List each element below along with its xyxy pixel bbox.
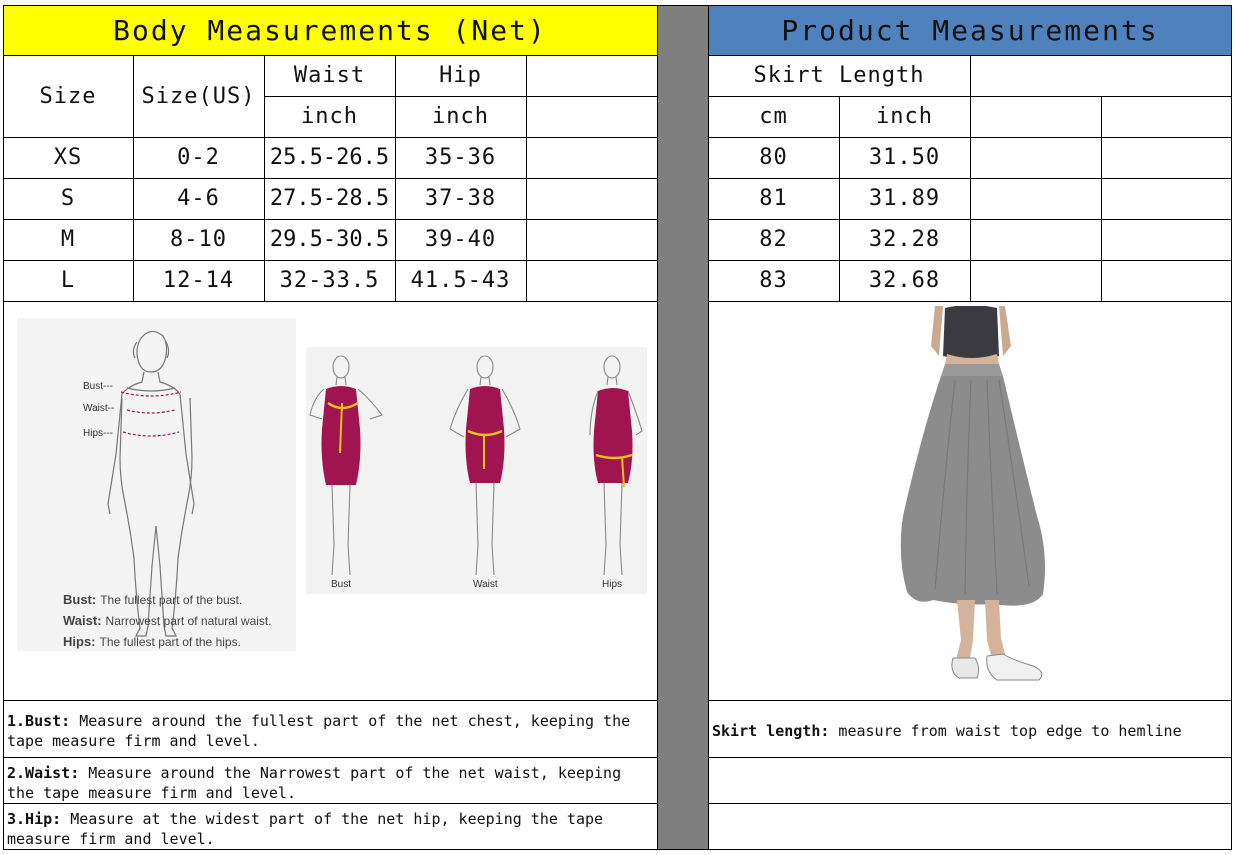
product-row-s-cm: 81 bbox=[759, 186, 788, 211]
row-l-size: L bbox=[60, 268, 76, 293]
balloon-skirt bbox=[901, 376, 1045, 606]
product-row-m-inch: 32.28 bbox=[868, 227, 941, 252]
product-row-m-cm: 82 bbox=[759, 227, 788, 252]
product-row-xs-cm: 80 bbox=[759, 145, 788, 170]
crop-top bbox=[943, 306, 999, 360]
row-xs-us: 0-2 bbox=[177, 145, 220, 170]
row-xs-waist: 25.5-26.5 bbox=[269, 145, 390, 170]
separator-column bbox=[658, 5, 708, 850]
row-l-waist: 32-33.5 bbox=[279, 268, 380, 293]
header-skirt-length: Skirt Length bbox=[753, 63, 925, 88]
note-hip: 3.Hip: Measure at the widest part of the net hip, keeping the tape measure firm and level. bbox=[7, 810, 604, 848]
row-m-waist: 29.5-30.5 bbox=[269, 227, 390, 252]
note-waist: 2.Waist: Measure around the Narrowest part of the net waist, keeping the tape measure firm and level. bbox=[7, 764, 622, 802]
row-xs-hip: 35-36 bbox=[424, 145, 497, 170]
product-measurements-title: Product Measurements bbox=[781, 13, 1159, 47]
header-size-us: Size(US) bbox=[141, 83, 256, 109]
legend-waist: Waist: Narrowest part of natural waist. bbox=[63, 613, 272, 628]
row-m-us: 8-10 bbox=[170, 227, 227, 252]
header-size: Size bbox=[39, 83, 97, 109]
product-row-l-inch: 32.68 bbox=[868, 268, 941, 293]
row-l-us: 12-14 bbox=[162, 268, 235, 293]
row-m-hip: 39-40 bbox=[424, 227, 497, 252]
row-xs-size: XS bbox=[53, 145, 83, 170]
unit-waist-inch: inch bbox=[301, 104, 358, 129]
product-row-s-inch: 31.89 bbox=[868, 186, 941, 211]
caption-bust: Bust bbox=[331, 579, 352, 590]
row-l-hip: 41.5-43 bbox=[410, 268, 511, 293]
row-s-us: 4-6 bbox=[177, 186, 220, 211]
row-s-size: S bbox=[60, 186, 76, 211]
unit-cm: cm bbox=[759, 104, 788, 129]
dress-figures-diagram bbox=[306, 347, 647, 594]
row-s-hip: 37-38 bbox=[424, 186, 497, 211]
header-waist: Waist bbox=[293, 63, 366, 88]
label-hips: Hips--- bbox=[83, 428, 113, 439]
body-measurements-title: Body Measurements (Net) bbox=[113, 13, 547, 47]
product-row-xs-inch: 31.50 bbox=[868, 145, 941, 170]
note-bust: 1.Bust: Measure around the fullest part of the net chest, keeping the tape measure firm and level. bbox=[7, 712, 631, 750]
body-outline-diagram bbox=[17, 318, 296, 651]
note-skirt-length: Skirt length: measure from waist top edge to hemline bbox=[712, 722, 1182, 740]
product-row-l-cm: 83 bbox=[759, 268, 788, 293]
label-bust: Bust--- bbox=[83, 381, 113, 392]
unit-hip-inch: inch bbox=[432, 104, 489, 129]
label-waist: Waist-- bbox=[83, 403, 115, 414]
legend-hips: Hips: The fullest part of the hips. bbox=[63, 634, 241, 649]
caption-hips: Hips bbox=[602, 579, 623, 590]
skirt-product-image bbox=[895, 306, 1060, 691]
caption-waist: Waist bbox=[473, 579, 498, 590]
legend-bust: Bust: The fullest part of the bust. bbox=[63, 592, 243, 607]
row-s-waist: 27.5-28.5 bbox=[269, 186, 390, 211]
row-m-size: M bbox=[60, 227, 76, 252]
header-hip: Hip bbox=[439, 63, 482, 88]
unit-inch: inch bbox=[876, 104, 933, 129]
